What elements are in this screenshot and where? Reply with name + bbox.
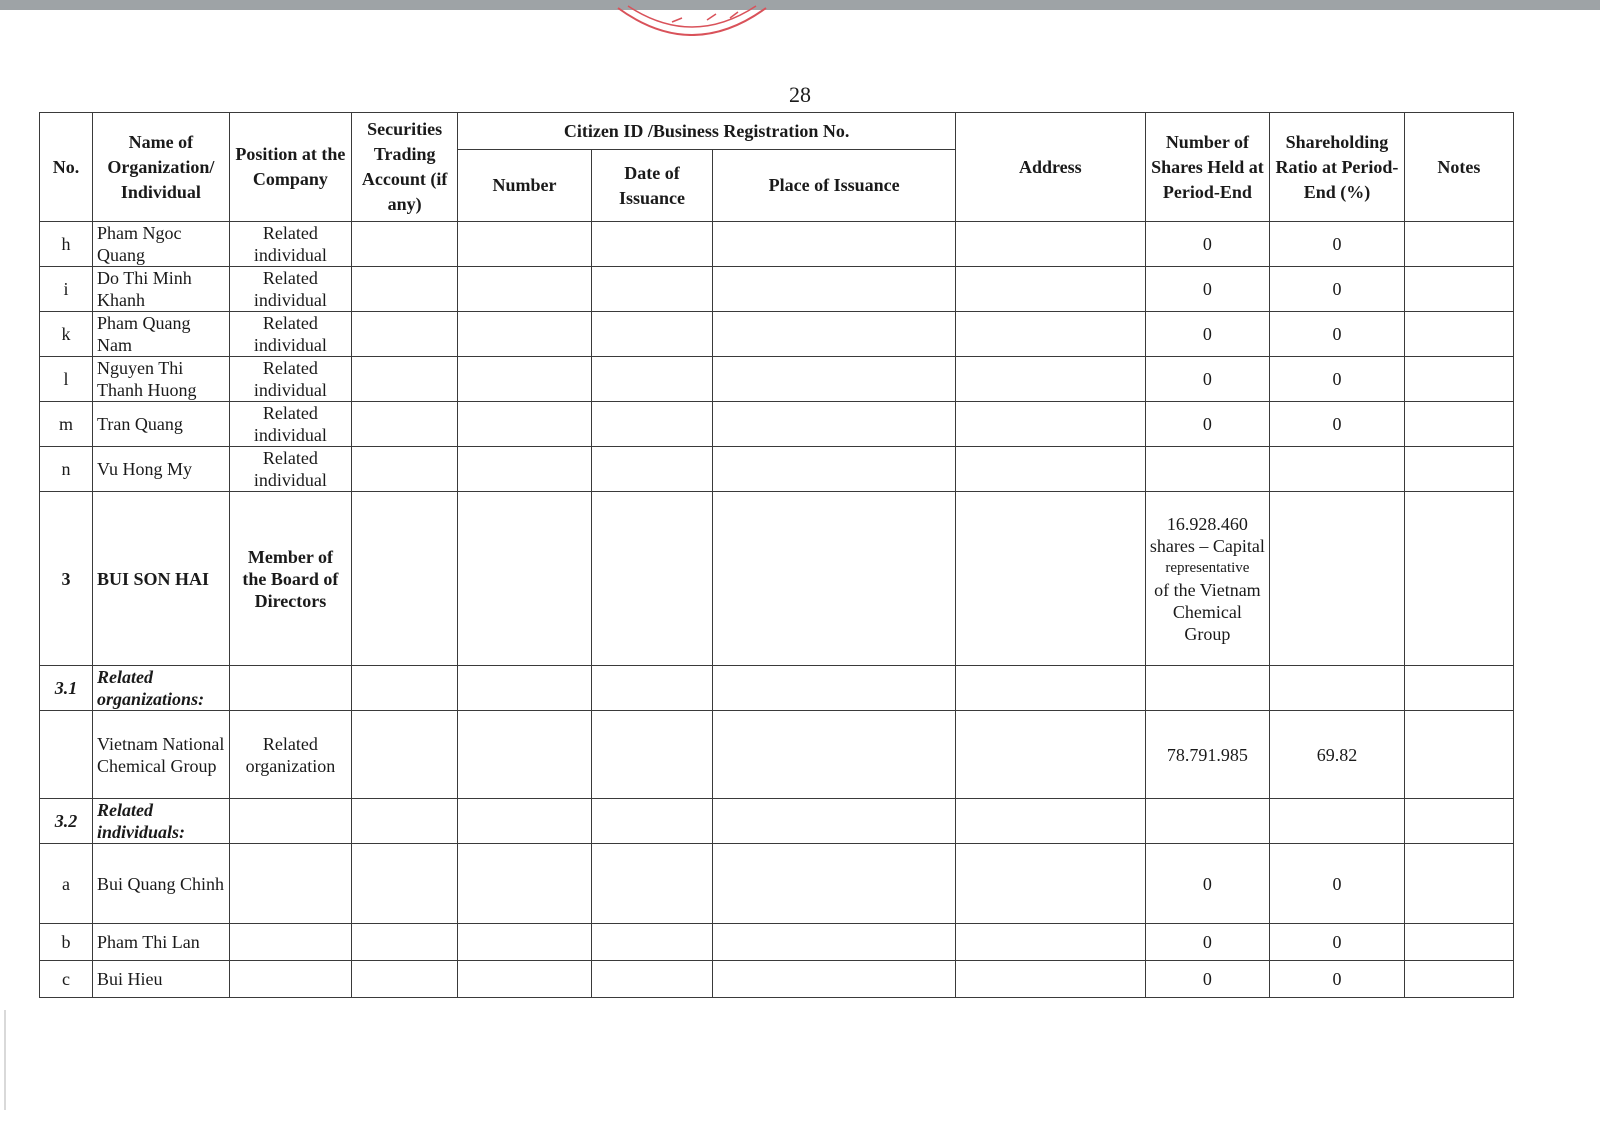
row-no: n (40, 447, 93, 492)
row-shares: 0 (1145, 312, 1269, 357)
row-no: a (40, 844, 93, 924)
row-no (40, 711, 93, 799)
header-number: Number (458, 150, 592, 222)
row-ratio: 0 (1270, 357, 1405, 402)
row-position: Related individual (229, 312, 351, 357)
row-no: 3.1 (40, 666, 93, 711)
row-name: Vu Hong My (93, 447, 230, 492)
row-name: Pham Thi Lan (93, 924, 230, 961)
row-ratio (1270, 492, 1405, 666)
row-shares-line: representative (1165, 559, 1250, 576)
table-row (40, 447, 1514, 492)
table-row (40, 402, 1514, 447)
row-no: h (40, 222, 93, 267)
row-shares: 78.791.985 (1145, 711, 1269, 799)
row-position: Related organization (229, 711, 351, 799)
scan-top-bar (0, 0, 1600, 10)
row-no: k (40, 312, 93, 357)
row-position: Member of the Board of Directors (229, 492, 351, 666)
row-shares-line: 16.928.460 shares – Capital (1149, 513, 1265, 556)
header-notes: Notes (1404, 113, 1513, 222)
row-position (229, 844, 351, 924)
header-date-of-issuance: Date of Issuance (591, 150, 712, 222)
table-row (40, 666, 1514, 711)
row-shares-line: of the Vietnam Chemical Group (1154, 579, 1261, 644)
row-shares: 0 (1145, 961, 1269, 998)
row-shares (1145, 447, 1269, 492)
row-name: Related individuals: (93, 799, 230, 844)
row-name: Related organizations: (93, 666, 230, 711)
table-row (40, 267, 1514, 312)
row-name: Vietnam National Chemical Group (93, 711, 230, 799)
table-row (40, 844, 1514, 924)
red-seal-stamp (612, 0, 772, 36)
row-name: Do Thi Minh Khanh (93, 267, 230, 312)
table-row (40, 799, 1514, 844)
related-persons-table (39, 112, 1514, 998)
row-name: Pham Quang Nam (93, 312, 230, 357)
header-address: Address (955, 113, 1145, 222)
table-row (40, 357, 1514, 402)
table-row (40, 961, 1514, 998)
row-name: Bui Hieu (93, 961, 230, 998)
scan-edge-mark (4, 1010, 6, 1110)
header-citizen-id-group: Citizen ID /Business Registration No. (458, 113, 956, 150)
table-row (40, 924, 1514, 961)
header-shareholding-ratio: Shareholding Ratio at Period-End (%) (1270, 113, 1405, 222)
row-name: BUI SON HAI (93, 492, 230, 666)
row-name: Bui Quang Chinh (93, 844, 230, 924)
row-ratio: 0 (1270, 402, 1405, 447)
row-ratio: 0 (1270, 267, 1405, 312)
row-no: c (40, 961, 93, 998)
row-ratio (1270, 447, 1405, 492)
row-position: Related individual (229, 267, 351, 312)
header-position: Position at the Company (229, 113, 351, 222)
row-name: Tran Quang (93, 402, 230, 447)
row-position: Related individual (229, 402, 351, 447)
row-ratio: 69.82 (1270, 711, 1405, 799)
table-row (40, 492, 1514, 666)
row-shares (1145, 492, 1269, 666)
row-shares: 0 (1145, 267, 1269, 312)
header-place-of-issuance: Place of Issuance (713, 150, 956, 222)
row-no: i (40, 267, 93, 312)
row-no: 3.2 (40, 799, 93, 844)
table-row (40, 222, 1514, 267)
row-position: Related individual (229, 357, 351, 402)
header-name: Name of Organization/ Individual (93, 113, 230, 222)
row-no: b (40, 924, 93, 961)
header-securities-account: Securities Trading Account (if any) (352, 113, 458, 222)
row-position (229, 961, 351, 998)
row-shares: 0 (1145, 222, 1269, 267)
table-row (40, 312, 1514, 357)
page-number: 28 (789, 82, 811, 107)
row-shares: 0 (1145, 357, 1269, 402)
row-position: Related individual (229, 447, 351, 492)
row-shares: 0 (1145, 924, 1269, 961)
row-ratio: 0 (1270, 961, 1405, 998)
row-no: 3 (40, 492, 93, 666)
row-ratio: 0 (1270, 844, 1405, 924)
row-shares: 0 (1145, 402, 1269, 447)
row-ratio: 0 (1270, 924, 1405, 961)
row-ratio: 0 (1270, 222, 1405, 267)
row-position (229, 924, 351, 961)
header-no: No. (40, 113, 93, 222)
row-no: l (40, 357, 93, 402)
header-shares-held: Number of Shares Held at Period-End (1145, 113, 1269, 222)
table-row (40, 711, 1514, 799)
row-name: Nguyen Thi Thanh Huong (93, 357, 230, 402)
row-position: Related individual (229, 222, 351, 267)
row-no: m (40, 402, 93, 447)
row-shares: 0 (1145, 844, 1269, 924)
row-ratio: 0 (1270, 312, 1405, 357)
row-name: Pham Ngoc Quang (93, 222, 230, 267)
